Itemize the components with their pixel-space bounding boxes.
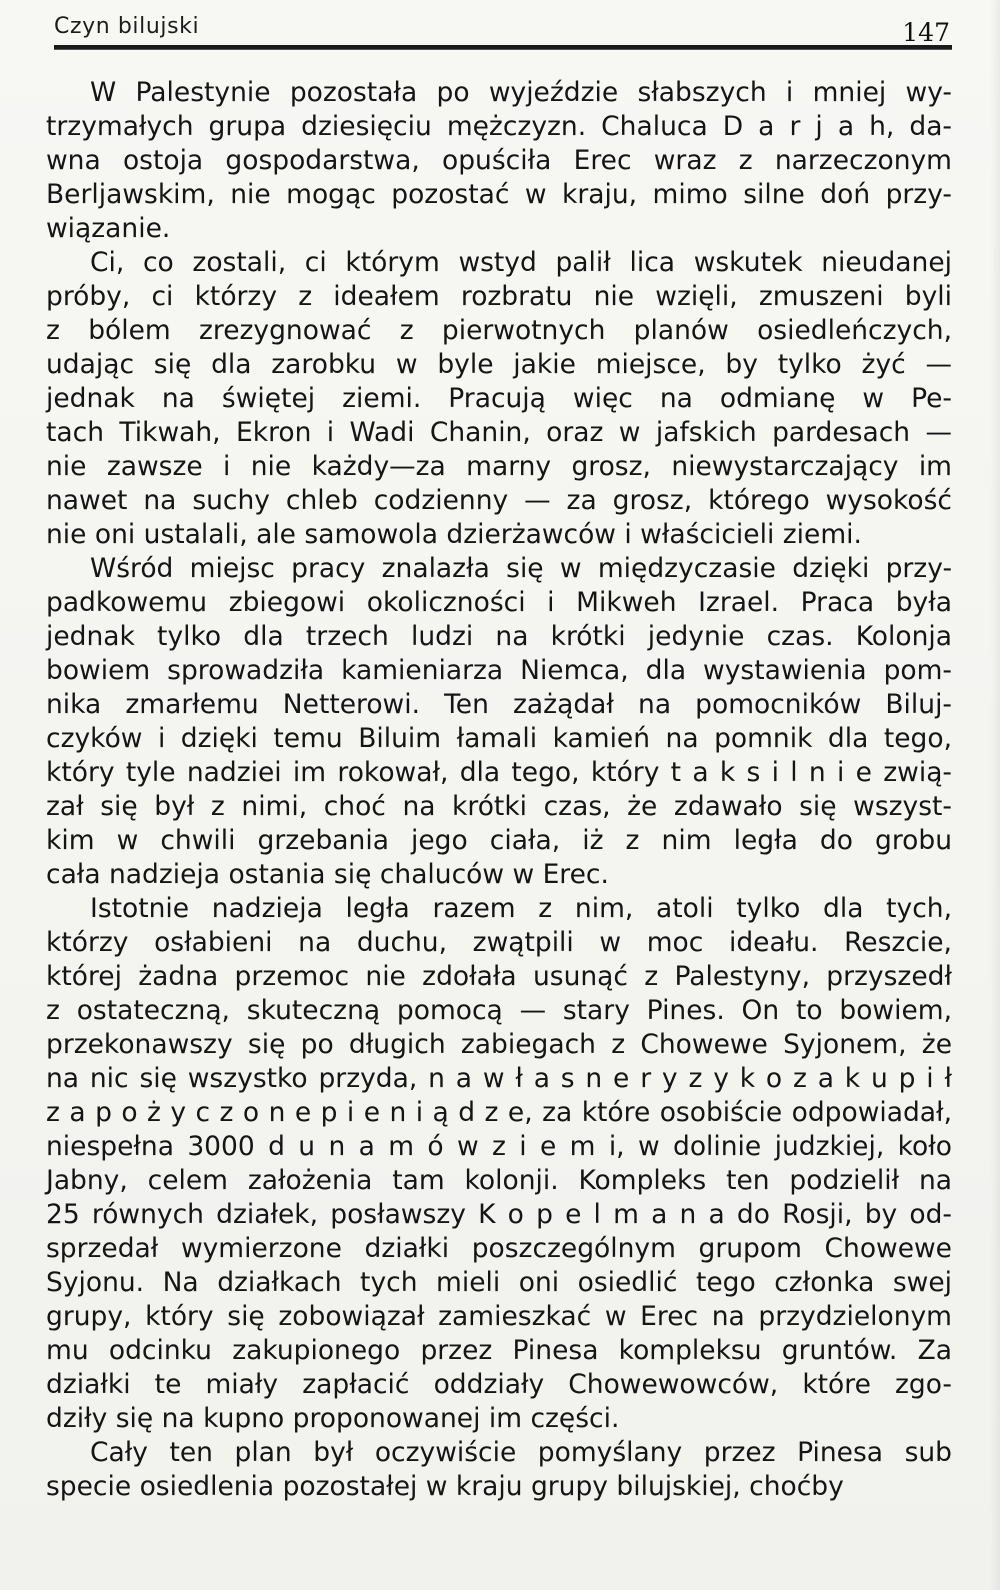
text-line: Wśród miejsc pracy znalazła się w międzyczasie dzięki przy-	[90, 553, 952, 584]
text-line: jednak tylko dla trzech ludzi na krótki jedynie czas. Kolonja	[46, 621, 952, 652]
paragraph	[46, 76, 952, 246]
text-line: którzy osłabieni na duchu, zwątpili w moc ideału. Reszcie,	[46, 927, 952, 958]
text-line: tach Tikwah, Ekron i Wadi Chanin, oraz w jafskich pardesach —	[46, 417, 952, 448]
text-line: nie oni ustalali, ale samowola dzierżawców i właścicieli ziemi.	[46, 519, 862, 550]
page-header	[54, 8, 950, 48]
text-line: kim w chwili grzebania jego ciała, iż z nim legła do grobu	[46, 825, 952, 856]
text-line: zał się był z nimi, choć na krótki czas, że zdawało się wszyst-	[46, 791, 952, 822]
text-line: czyków i dzięki temu Biluim łamali kamień na pomnik dla tego,	[46, 723, 952, 754]
text-line: bowiem sprowadziła kamieniarza Niemca, dla wystawienia pom-	[46, 655, 952, 686]
text-line: padkowemu zbiegowi okoliczności i Mikweh Izrael. Praca była	[46, 587, 952, 618]
text-line: 25 równych działek, posławszy K o p e l m a n a do Rosji, by od-	[46, 1199, 952, 1230]
text-line: cała nadzieja ostania się chaluców w Erec.	[46, 859, 609, 890]
header-rule	[54, 45, 952, 50]
text-line: trzymałych grupa dziesięciu mężczyzn. Chaluca D a r j a h, da-	[46, 111, 952, 142]
paragraph	[46, 552, 952, 892]
text-line: działki te miały zapłacić oddziały Chowewowców, które zgo-	[46, 1369, 952, 1400]
page-edge-shadow	[990, 0, 1000, 1590]
text-line: niespełna 3000 d u n a m ó w z i e m i, w dolinie judzkiej, koło	[46, 1131, 952, 1162]
text-line: nika zmarłemu Netterowi. Ten zażądał na pomocników Biluj-	[46, 689, 952, 720]
text-line: z a p o ż y c z o n e p i e n i ą d z e, za które osobiście odpowiadał,	[46, 1097, 952, 1128]
page-number: 147	[902, 18, 950, 47]
text-line: udając się dla zarobku w byle jakie miejsce, by tylko żyć —	[46, 349, 952, 380]
text-line: Jabny, celem założenia tam kolonji. Kompleks ten podzielił na	[46, 1165, 952, 1196]
text-line: Cały ten plan był oczywiście pomyślany przez Pinesa sub	[90, 1437, 952, 1468]
text-line: W Palestynie pozostała po wyjeździe słabszych i mniej wy-	[90, 77, 952, 108]
text-line: z ostateczną, skuteczną pomocą — stary Pines. On to bowiem,	[46, 995, 952, 1026]
text-line: jednak na świętej ziemi. Pracują więc na odmianę w Pe-	[46, 383, 952, 414]
paragraph	[46, 246, 952, 552]
text-line: mu odcinku zakupionego przez Pinesa kompleksu gruntów. Za	[46, 1335, 952, 1366]
text-line: grupy, który się zobowiązał zamieszkać w Erec na przydzielonym	[46, 1301, 952, 1332]
text-line: której żadna przemoc nie zdołała usunąć z Palestyny, przyszedł	[46, 961, 952, 992]
text-line: specie osiedlenia pozostałej w kraju grupy bilujskiej, choćby	[46, 1471, 844, 1502]
text-line: Ci, co zostali, ci którym wstyd palił lica wskutek nieudanej	[90, 247, 952, 278]
text-line: próby, ci którzy z ideałem rozbratu nie wzięli, zmuszeni byli	[46, 281, 952, 312]
text-line: na nic się wszystko przyda, n a w ł a s n e r y z y k o z a k u p i ł	[46, 1063, 952, 1094]
text-line: dziły się na kupno proponowanej im części.	[46, 1403, 620, 1434]
text-line: z bólem zrezygnować z pierwotnych planów osiedleńczych,	[46, 315, 952, 346]
body-text	[46, 76, 952, 1504]
text-line: wiązanie.	[46, 213, 171, 244]
paragraph	[46, 892, 952, 1436]
text-line: przekonawszy się po długich zabiegach z Chowewe Syjonem, że	[46, 1029, 952, 1060]
text-line: który tyle nadziei im rokował, dla tego, który t a k s i l n i e zwią-	[46, 757, 952, 788]
text-line: wna ostoja gospodarstwa, opuściła Erec wraz z narzeczonym	[46, 145, 952, 176]
text-line: sprzedał wymierzone działki poszczególnym grupom Chowewe	[46, 1233, 952, 1264]
running-title: Czyn bilujski	[54, 14, 200, 39]
paragraph	[46, 1436, 952, 1504]
text-line: Syjonu. Na działkach tych mieli oni osiedlić tego członka swej	[46, 1267, 952, 1298]
text-line: nie zawsze i nie każdy—za marny grosz, niewystarczający im	[46, 451, 952, 482]
text-line: nawet na suchy chleb codzienny — za grosz, którego wysokość	[46, 485, 952, 516]
text-line: Istotnie nadzieja legła razem z nim, atoli tylko dla tych,	[90, 893, 952, 924]
text-line: Berljawskim, nie mogąc pozostać w kraju, mimo silne doń przy-	[46, 179, 952, 210]
